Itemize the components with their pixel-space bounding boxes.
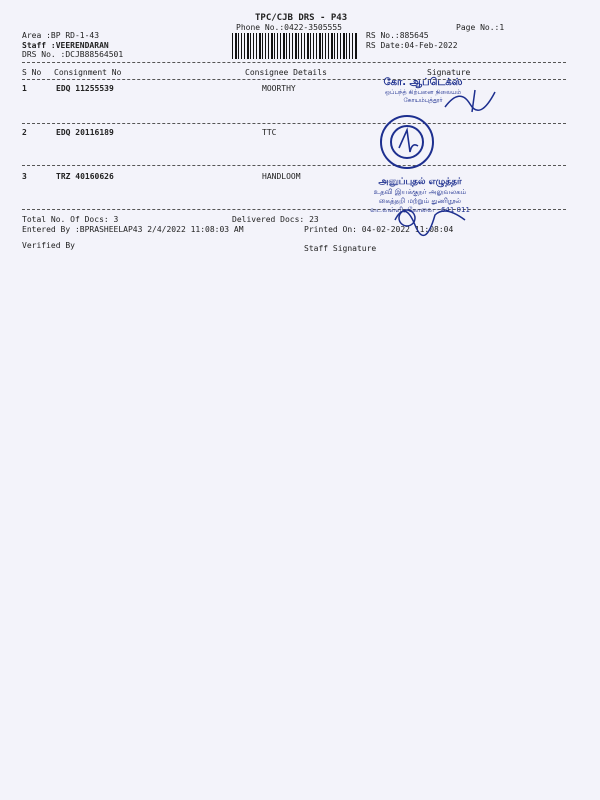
stamp-line: ஒப்பந்த் கிற்பனை நிலையம் bbox=[384, 89, 462, 96]
phone-number: Phone No.:0422-3505555 bbox=[236, 23, 342, 32]
verified-by-label: Verified By bbox=[22, 241, 75, 250]
delivered-docs: Delivered Docs: 23 bbox=[232, 215, 319, 224]
staff-field: Staff :VEERENDARAN bbox=[22, 41, 109, 50]
stamp-line: கைத்தறி மற்றும் துணிநூல் bbox=[378, 197, 462, 205]
round-seal bbox=[372, 112, 442, 172]
page-number: Page No.:1 bbox=[456, 23, 505, 32]
row-divider bbox=[22, 123, 566, 124]
rs-date: RS Date:04-Feb-2022 bbox=[366, 41, 458, 50]
column-header-signature: Signature bbox=[427, 68, 471, 77]
printed-on: Printed On: 04-02-2022 11:08:04 bbox=[304, 225, 454, 234]
row-consignment-no: TRZ 40160626 bbox=[56, 172, 114, 181]
row-sno: 2 bbox=[22, 128, 27, 137]
row-consignee: TTC bbox=[262, 128, 277, 137]
column-header-consignee: Consignee Details bbox=[245, 68, 327, 77]
barcode bbox=[232, 33, 358, 59]
row-sno: 3 bbox=[22, 172, 27, 181]
divider bbox=[22, 62, 566, 63]
staff-signature-label: Staff Signature bbox=[304, 244, 377, 253]
drs-number: DRS No. :DCJB88564501 bbox=[22, 50, 124, 59]
area-field: Area :BP RD-1-43 bbox=[22, 31, 100, 40]
row-divider bbox=[22, 165, 566, 166]
column-header-consignment: Consignment No bbox=[54, 68, 122, 77]
row-consignment-no: EDQ 20116189 bbox=[56, 128, 114, 137]
stamp-line: உதவி இயக்குநர் அலுவலகம் bbox=[373, 188, 467, 196]
column-header-sno: S No bbox=[22, 68, 42, 77]
entered-by: Entered By :BPRASHEELAP43 2/4/2022 11:08:03 AM bbox=[22, 225, 244, 234]
row-sno: 1 bbox=[22, 84, 27, 93]
stamp-line: அனுப்புதல் எழுத்தர் bbox=[378, 177, 462, 187]
stamp-line: கோயம்புத்தூர் bbox=[403, 97, 443, 104]
row-consignment-no: EDQ 11255539 bbox=[56, 84, 114, 93]
signature-scribble bbox=[385, 200, 475, 240]
stamp-line: வடவள்ளி, கோவை - 641 011 bbox=[370, 206, 470, 214]
rs-number: RS No.:885645 bbox=[366, 31, 429, 40]
total-docs: Total No. Of Docs: 3 bbox=[22, 215, 119, 224]
document-title: TPC/CJB DRS - P43 bbox=[255, 13, 348, 23]
stamp-line: கோ. ஆப்டெக்ஸ் bbox=[383, 77, 463, 88]
row-consignee: HANDLOOM bbox=[262, 172, 301, 181]
signature-scribble bbox=[440, 82, 500, 122]
row-consignee: MOORTHY bbox=[262, 84, 296, 93]
